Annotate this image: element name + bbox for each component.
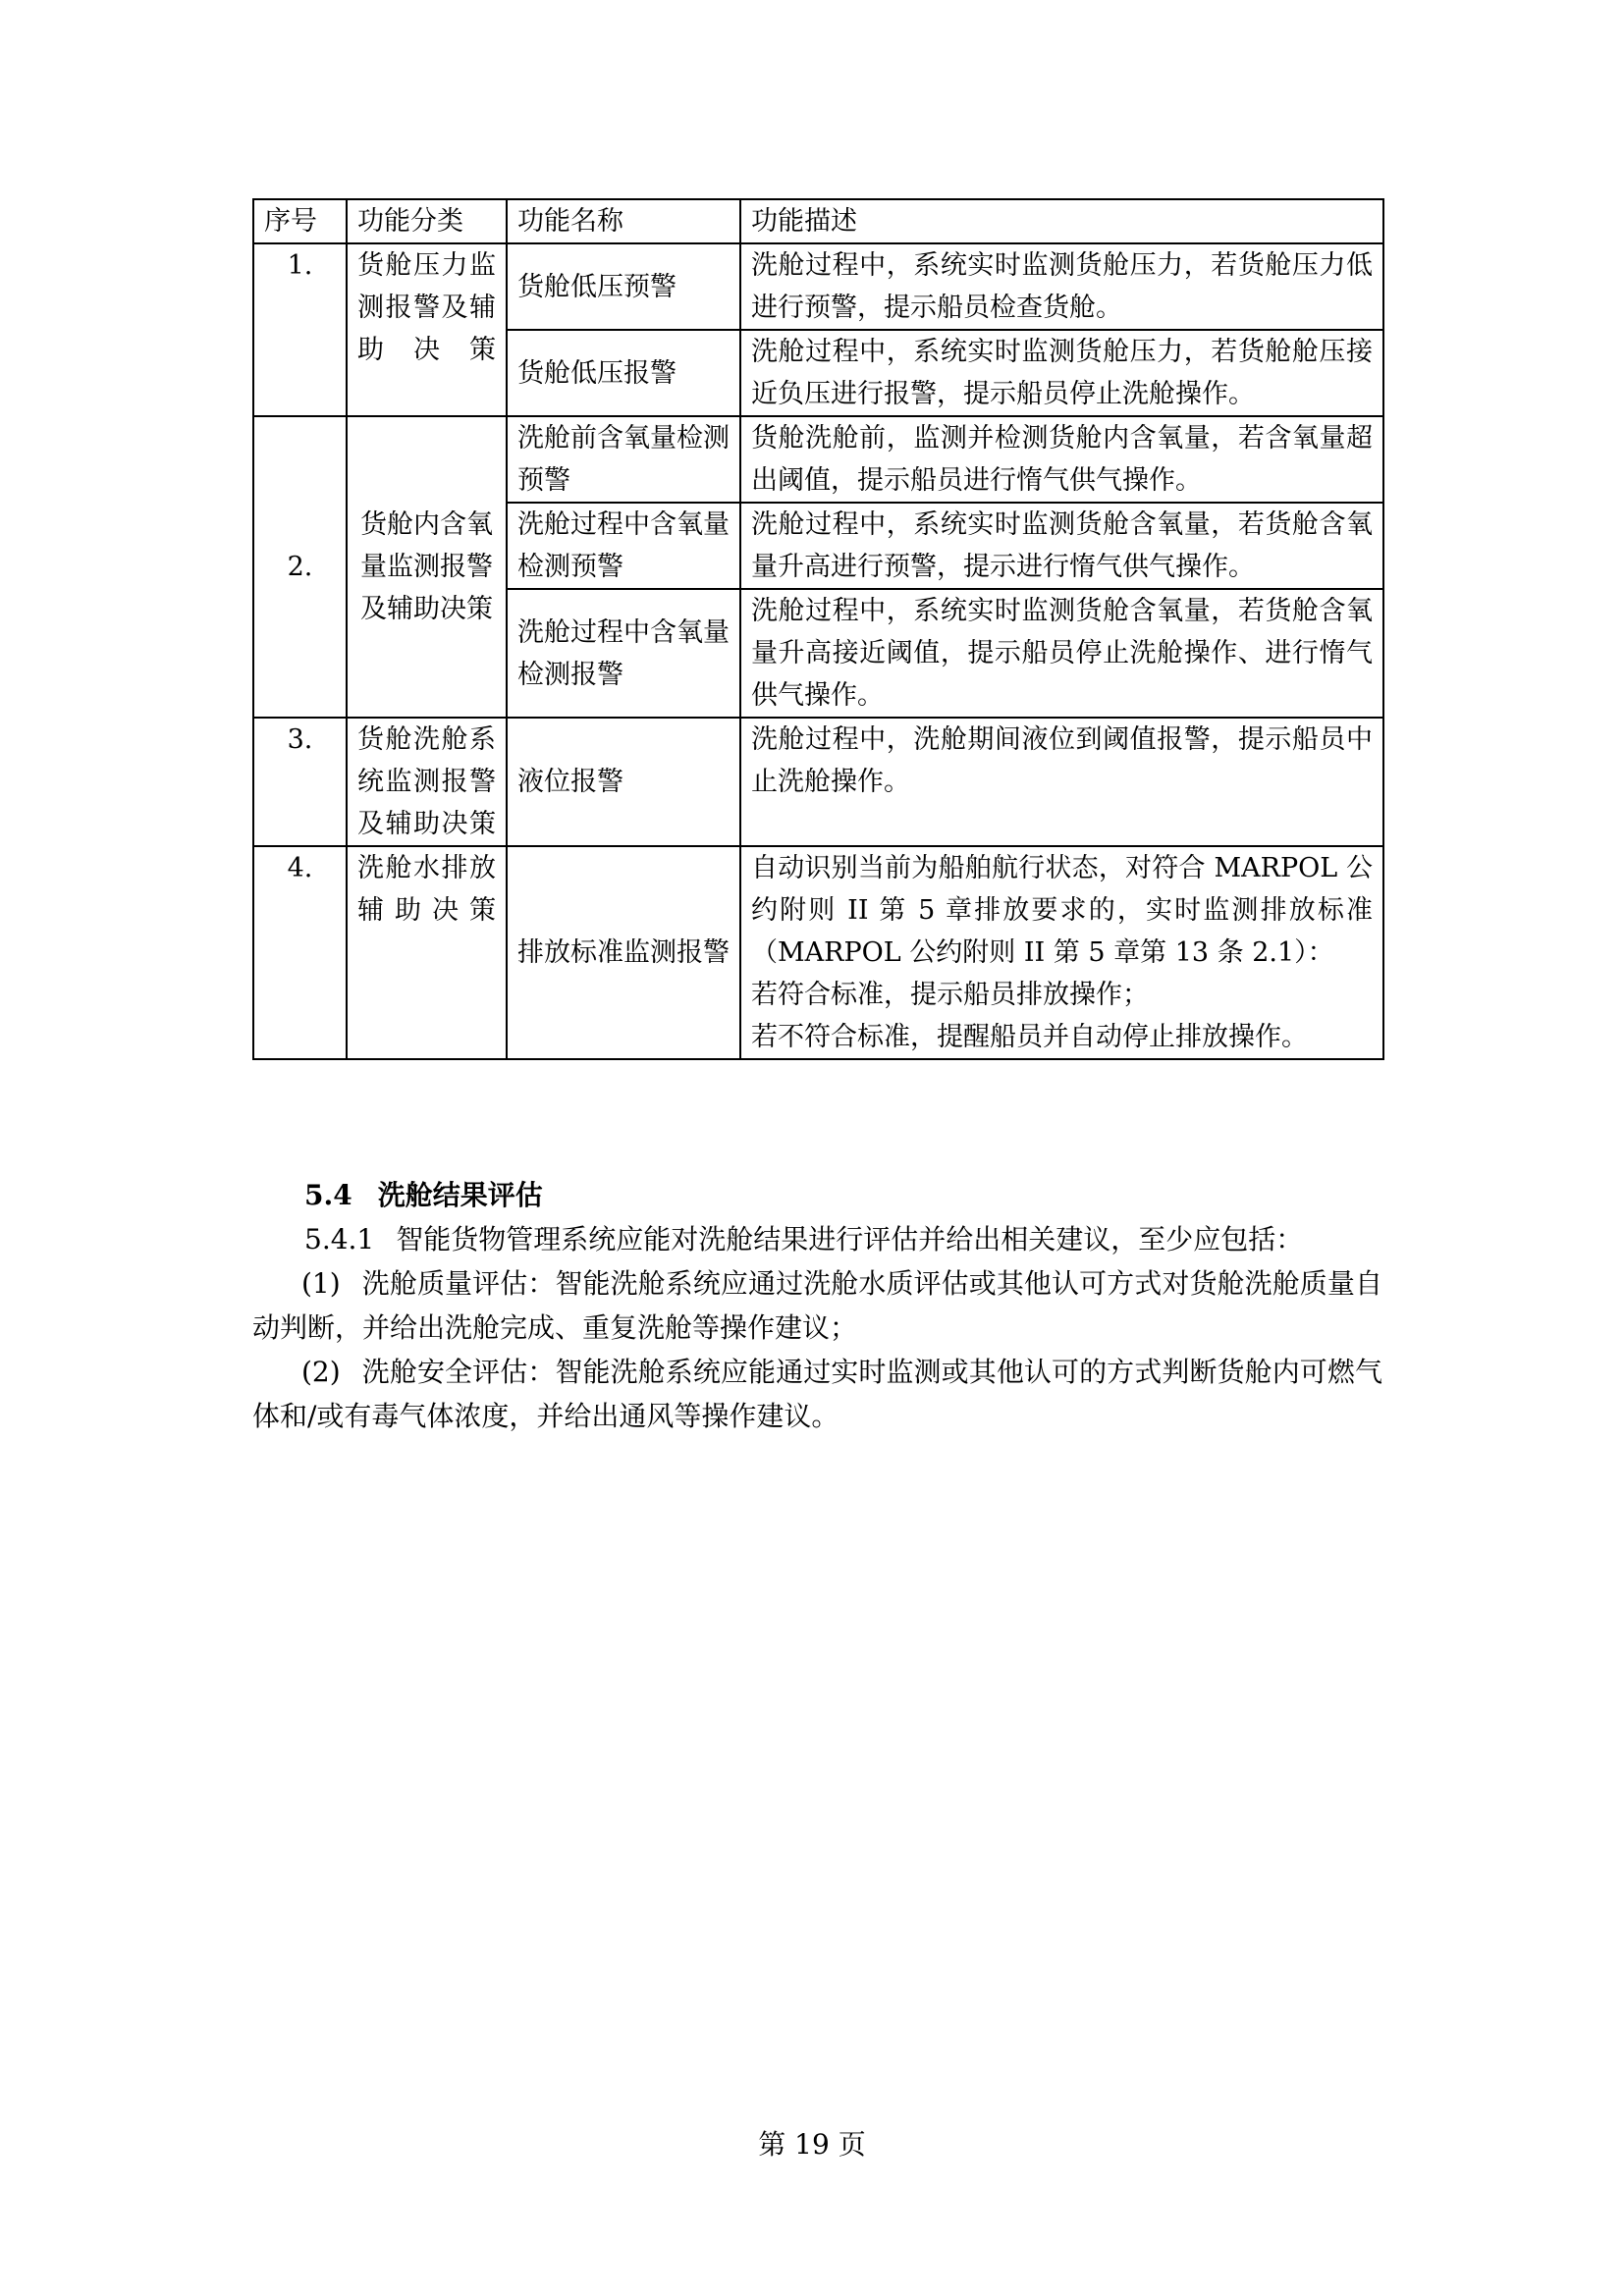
row-description	[740, 503, 1383, 589]
section-heading	[304, 1173, 1382, 1217]
row-index: 4.	[253, 846, 347, 1059]
row-category: 货舱内含氧量监测报警及辅助决策	[347, 416, 507, 718]
row-function-name: 货舱低压预警	[507, 243, 740, 330]
row-index: 3.	[253, 718, 347, 846]
item-text: 洗舱安全评估：智能洗舱系统应能通过实时监测或其他认可的方式判断货舱内可燃气体和/或有毒气体浓度，并给出通风等操作建议。	[252, 1356, 1382, 1432]
table-row	[253, 718, 1383, 846]
section-title: 洗舱结果评估	[377, 1179, 543, 1211]
row-function-name: 洗舱前含氧量检测预警	[507, 416, 740, 503]
section-number: 5.4	[304, 1179, 352, 1211]
description-line: 洗舱过程中，系统实时监测货舱含氧量，若货舱含氧量升高进行预警，提示进行惰气供气操作。	[751, 509, 1373, 582]
description-line: 洗舱过程中，系统实时监测货舱含氧量，若货舱含氧量升高接近阈值，提示船员停止洗舱操作、进行惰气供气操作。	[751, 596, 1373, 711]
table-row	[253, 243, 1383, 330]
row-description	[740, 718, 1383, 846]
description-line: 若符合标准，提示船员排放操作；	[751, 980, 1149, 1010]
description-line: 洗舱过程中，洗舱期间液位到阈值报警，提示船员中止洗舱操作。	[751, 724, 1373, 797]
row-category: 货舱压力监测报警及辅助决策	[347, 243, 507, 416]
row-description	[740, 416, 1383, 503]
header-category: 功能分类	[347, 199, 507, 243]
row-function-name: 液位报警	[507, 718, 740, 846]
row-category: 洗舱水排放辅助决策	[347, 846, 507, 1059]
section-5-4	[252, 1173, 1382, 1438]
row-function-name: 洗舱过程中含氧量检测报警	[507, 589, 740, 718]
row-category: 货舱洗舱系统监测报警及辅助决策	[347, 718, 507, 846]
header-index: 序号	[253, 199, 347, 243]
row-index: 1.	[253, 243, 347, 416]
description-line: 若不符合标准，提醒船员并自动停止排放操作。	[751, 1022, 1308, 1052]
description-line: 洗舱过程中，系统实时监测货舱压力，若货舱舱压接近负压进行报警，提示船员停止洗舱操作。	[751, 337, 1373, 409]
header-description: 功能描述	[740, 199, 1383, 243]
table-row	[253, 416, 1383, 503]
row-description	[740, 330, 1383, 416]
item-text: 洗舱质量评估：智能洗舱系统应通过洗舱水质评估或其他认可方式对货舱洗舱质量自动判断，并给出洗舱完成、重复洗舱等操作建议；	[252, 1267, 1382, 1344]
item-label: (1)	[301, 1267, 341, 1300]
row-function-name: 排放标准监测报警	[507, 846, 740, 1059]
description-line: 洗舱过程中，系统实时监测货舱压力，若货舱压力低进行预警，提示船员检查货舱。	[751, 250, 1373, 323]
function-table	[252, 198, 1384, 1060]
description-line: 自动识别当前为船舶航行状态，对符合 MARPOL 公约附则 II 第 5 章排放要求的，实时监测排放标准（MARPOL 公约附则 II 第 5 章第 13 条 2.1）：	[751, 853, 1373, 968]
row-description	[740, 589, 1383, 718]
table-row	[253, 846, 1383, 1059]
header-name: 功能名称	[507, 199, 740, 243]
row-description	[740, 243, 1383, 330]
row-function-name: 洗舱过程中含氧量检测预警	[507, 503, 740, 589]
row-description	[740, 846, 1383, 1059]
clause-paragraph	[252, 1217, 1382, 1261]
clause-label: 5.4.1	[304, 1223, 375, 1255]
row-function-name: 货舱低压报警	[507, 330, 740, 416]
list-item	[252, 1350, 1382, 1438]
description-line: 货舱洗舱前，监测并检测货舱内含氧量，若含氧量超出阈值，提示船员进行惰气供气操作。	[751, 423, 1373, 496]
table-header-row	[253, 199, 1383, 243]
page-number: 第 19 页	[758, 2128, 866, 2161]
clause-text: 智能货物管理系统应能对洗舱结果进行评估并给出相关建议，至少应包括：	[396, 1223, 1304, 1255]
row-index: 2.	[253, 416, 347, 718]
item-label: (2)	[301, 1356, 341, 1388]
list-item	[252, 1261, 1382, 1350]
